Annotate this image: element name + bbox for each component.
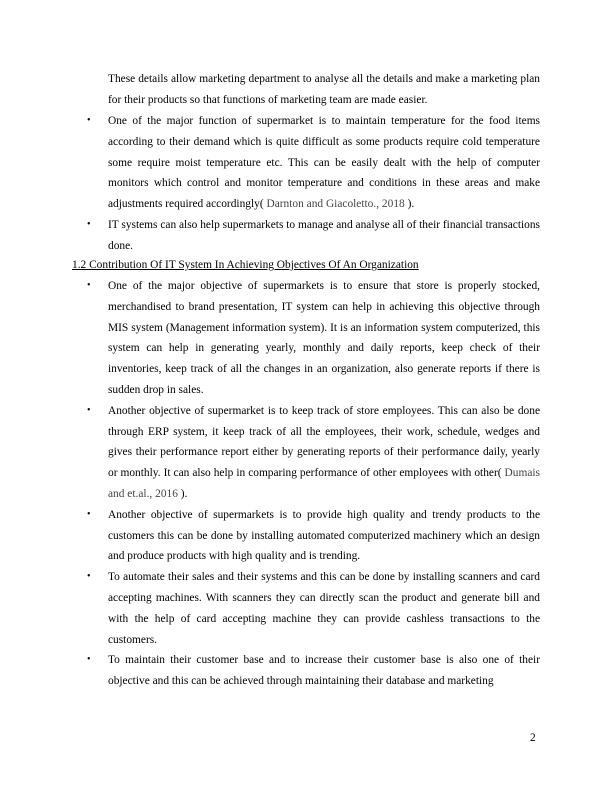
bullet-icon: • bbox=[87, 571, 91, 583]
citation: Darnton and Giacoletto., 2018 bbox=[263, 198, 408, 211]
list-item-text: Another objective of supermarkets is to provide high quality and trendy products to the customers this can be done by installing automated computerized machinery which an design and produce products with high quality and is trending. bbox=[108, 508, 540, 563]
list-item bbox=[87, 401, 540, 505]
list-item bbox=[87, 567, 540, 650]
list-item bbox=[87, 505, 540, 567]
list-item-text: IT systems can also help supermarkets to manage and analyse all of their financial transactions done. bbox=[108, 218, 540, 252]
list-item bbox=[87, 215, 540, 257]
list-item bbox=[87, 276, 540, 401]
list-item bbox=[87, 111, 540, 215]
list-item-text: Another objective of supermarket is to keep track of store employees. This can also be done through ERP system, it keep track of all the employees, their work, schedule, wedges and gives their performance report either by generating reports of their performance daily, yearly or monthly. It can also help in comparing performance of other employees with other( bbox=[108, 404, 540, 480]
bullet-icon: • bbox=[87, 218, 91, 230]
bullet-list-objectives bbox=[87, 276, 540, 692]
intro-continuation-paragraph: These details allow marketing department to analyse all the details and make a marketing plan for their products so that functions of marketing team are made easier. bbox=[108, 73, 540, 106]
section-heading: 1.2 Contribution Of IT System In Achieving Objectives Of An Organization bbox=[72, 259, 419, 271]
bullet-icon: • bbox=[87, 404, 91, 416]
bullet-icon: • bbox=[87, 508, 91, 520]
list-item-text: One of the major function of supermarket is to maintain temperature for the food items according to their demand which is quite difficult as some products require cold temperature some require moist temperature etc. This can be easily dealt with the help of computer monitors which control and monitor temperature and conditions in these areas and make adjustments required accordingly( bbox=[108, 115, 540, 211]
bullet-icon: • bbox=[87, 654, 91, 666]
list-item-text: To maintain their customer base and to increase their customer base is also one of their objective and this can be achieved through maintaining their database and marketing bbox=[108, 654, 540, 688]
list-item-text: To automate their sales and their systems and this can be done by installing scanners and card accepting machines. With scanners they can directly scan the product and generate bill and with the help of card accepting machine they can provide cashless transactions to the customers. bbox=[108, 571, 540, 646]
list-item bbox=[87, 650, 540, 692]
list-item-text-end: ). bbox=[407, 198, 415, 211]
bullet-icon: • bbox=[87, 280, 91, 291]
list-item-text-end: ). bbox=[180, 487, 188, 500]
page-number: 2 bbox=[530, 732, 536, 744]
list-item-text: One of the major objective of supermarkets is to ensure that store is properly stocked, merchandised to brand presentation, IT system can help in achieving this objective through MIS system (Management information system). It is an information system computerized, this system can help in generating yearly, monthly and daily reports, keep check of their inventories, keep track of all the changes in an organization, also generate reports if there is sudden drop in sales. bbox=[108, 280, 540, 396]
bullet-icon: • bbox=[87, 115, 91, 126]
bullet-list-functions bbox=[87, 111, 540, 257]
citation: Dumais and et.al., 2016 bbox=[108, 467, 540, 500]
